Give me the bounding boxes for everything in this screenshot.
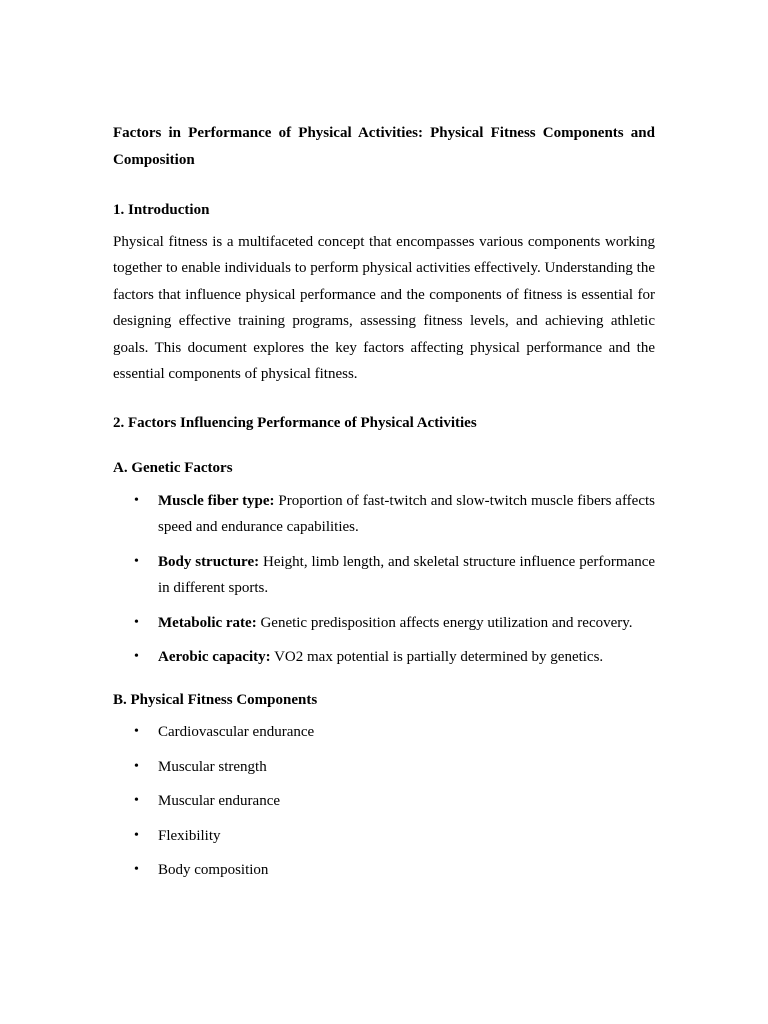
list-item-text: Muscular strength [158, 758, 267, 775]
document-title: Factors in Performance of Physical Activities: Physical Fitness Components and Composition [113, 125, 655, 168]
list-item-term: Body structure: [158, 553, 260, 570]
list-item-term: Metabolic rate: [158, 614, 257, 631]
bullet-icon: • [134, 862, 139, 877]
factors-heading: 2. Factors Influencing Performance of Physical Activities [113, 414, 477, 431]
list-item [113, 644, 655, 671]
list-item-text: Flexibility [158, 827, 221, 844]
fitness-components-list [113, 719, 655, 884]
list-item-text: Muscular endurance [158, 793, 281, 809]
list-item-text: VO2 max potential is partially determined by genetics. [270, 649, 604, 665]
list-item [113, 719, 655, 746]
list-item-text: Cardiovascular endurance [158, 724, 315, 740]
introduction-paragraph: Physical fitness is a multifaceted concept that encompasses various components working together to enable individuals to perform physical activities effectively. Understanding the factors that influence physical performance and the components of fitness is essential for designing effective training programs, assessing fitness levels, and achieving athletic goals. This document explores the key factors affecting physical performance and the essential components of physical fitness. [113, 233, 655, 382]
list-item [113, 857, 655, 884]
bullet-icon: • [134, 793, 139, 808]
bullet-icon: • [134, 614, 139, 630]
genetic-factors-heading: A. Genetic Factors [113, 460, 233, 476]
bullet-icon: • [134, 649, 139, 664]
fitness-components-heading: B. Physical Fitness Components [113, 691, 318, 708]
list-item [113, 823, 655, 850]
list-item [113, 754, 655, 781]
bullet-icon: • [134, 492, 139, 508]
list-item [113, 610, 655, 637]
document-page [113, 120, 655, 892]
list-item [113, 788, 655, 815]
bullet-icon: • [134, 553, 139, 569]
list-item-text: Height, limb length, and skeletal structure influence performance in different sports. [158, 553, 656, 596]
list-item-text: Body composition [158, 862, 269, 878]
bullet-icon: • [134, 827, 139, 843]
list-item-term: Muscle fiber type: [158, 492, 275, 509]
list-item [113, 549, 655, 602]
list-item-text: Proportion of fast-twitch and slow-twitch muscle fibers affects speed and endurance capabilities. [158, 492, 655, 535]
list-item-term: Aerobic capacity: [158, 649, 271, 665]
bullet-icon: • [134, 758, 139, 774]
bullet-icon: • [134, 724, 139, 739]
genetic-factors-list [113, 488, 655, 671]
list-item [113, 488, 655, 541]
introduction-heading: 1. Introduction [113, 202, 210, 218]
list-item-text: Genetic predisposition affects energy utilization and recovery. [256, 614, 633, 631]
